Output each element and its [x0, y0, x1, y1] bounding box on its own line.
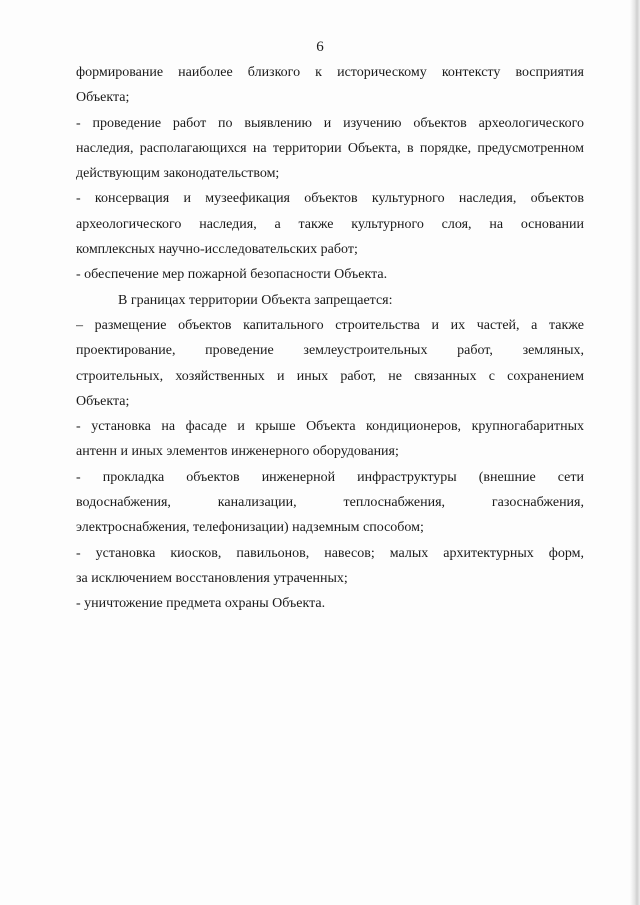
text-line: - установка на фасаде и крыше Объекта кондиционеров, крупногабаритных: [76, 419, 584, 435]
text-line: - уничтожение предмета охраны Объекта.: [76, 596, 326, 612]
text-line: – размещение объектов капитального строительства и их частей, а также: [76, 317, 584, 333]
text-line: электроснабжения, телефонизации) надземным способом;: [76, 520, 424, 536]
section-intro-line: В границах территории Объекта запрещается:: [118, 292, 393, 308]
text-line: антенн и иных элементов инженерного оборудования;: [76, 444, 399, 460]
text-line: Объекта;: [76, 90, 130, 106]
text-line: строительных, хозяйственных и иных работ, не связанных с сохранением: [76, 368, 584, 384]
text-line: - обеспечение мер пожарной безопасности Объекта.: [76, 267, 388, 283]
text-line: - проведение работ по выявлению и изучению объектов археологического: [76, 115, 584, 131]
page-number: 6: [316, 39, 324, 55]
text-line: - установка киосков, павильонов, навесов; малых архитектурных форм,: [76, 545, 584, 561]
page-edge-shadow: [630, 0, 640, 905]
text-line: комплексных научно-исследовательских работ;: [76, 242, 358, 258]
body-text: [76, 60, 584, 617]
text-line: действующим законодательством;: [76, 166, 280, 182]
text-line: - прокладка объектов инженерной инфраструктуры (внешние сети: [76, 469, 584, 485]
text-line: - консервация и музеефикация объектов культурного наследия, объектов: [76, 191, 584, 207]
text-line: археологического наследия, а также культурного слоя, на основании: [76, 216, 584, 232]
text-line: за исключением восстановления утраченных;: [76, 570, 348, 586]
text-line: проектирование, проведение землеустроительных работ, земляных,: [76, 343, 584, 359]
text-line: формирование наиболее близкого к историческому контексту восприятия: [76, 65, 584, 80]
text-line: водоснабжения, канализации, теплоснабжения, газоснабжения,: [76, 495, 584, 511]
text-line: Объекта;: [76, 393, 130, 409]
text-line: наследия, располагающихся на территории Объекта, в порядке, предусмотренном: [76, 140, 584, 156]
